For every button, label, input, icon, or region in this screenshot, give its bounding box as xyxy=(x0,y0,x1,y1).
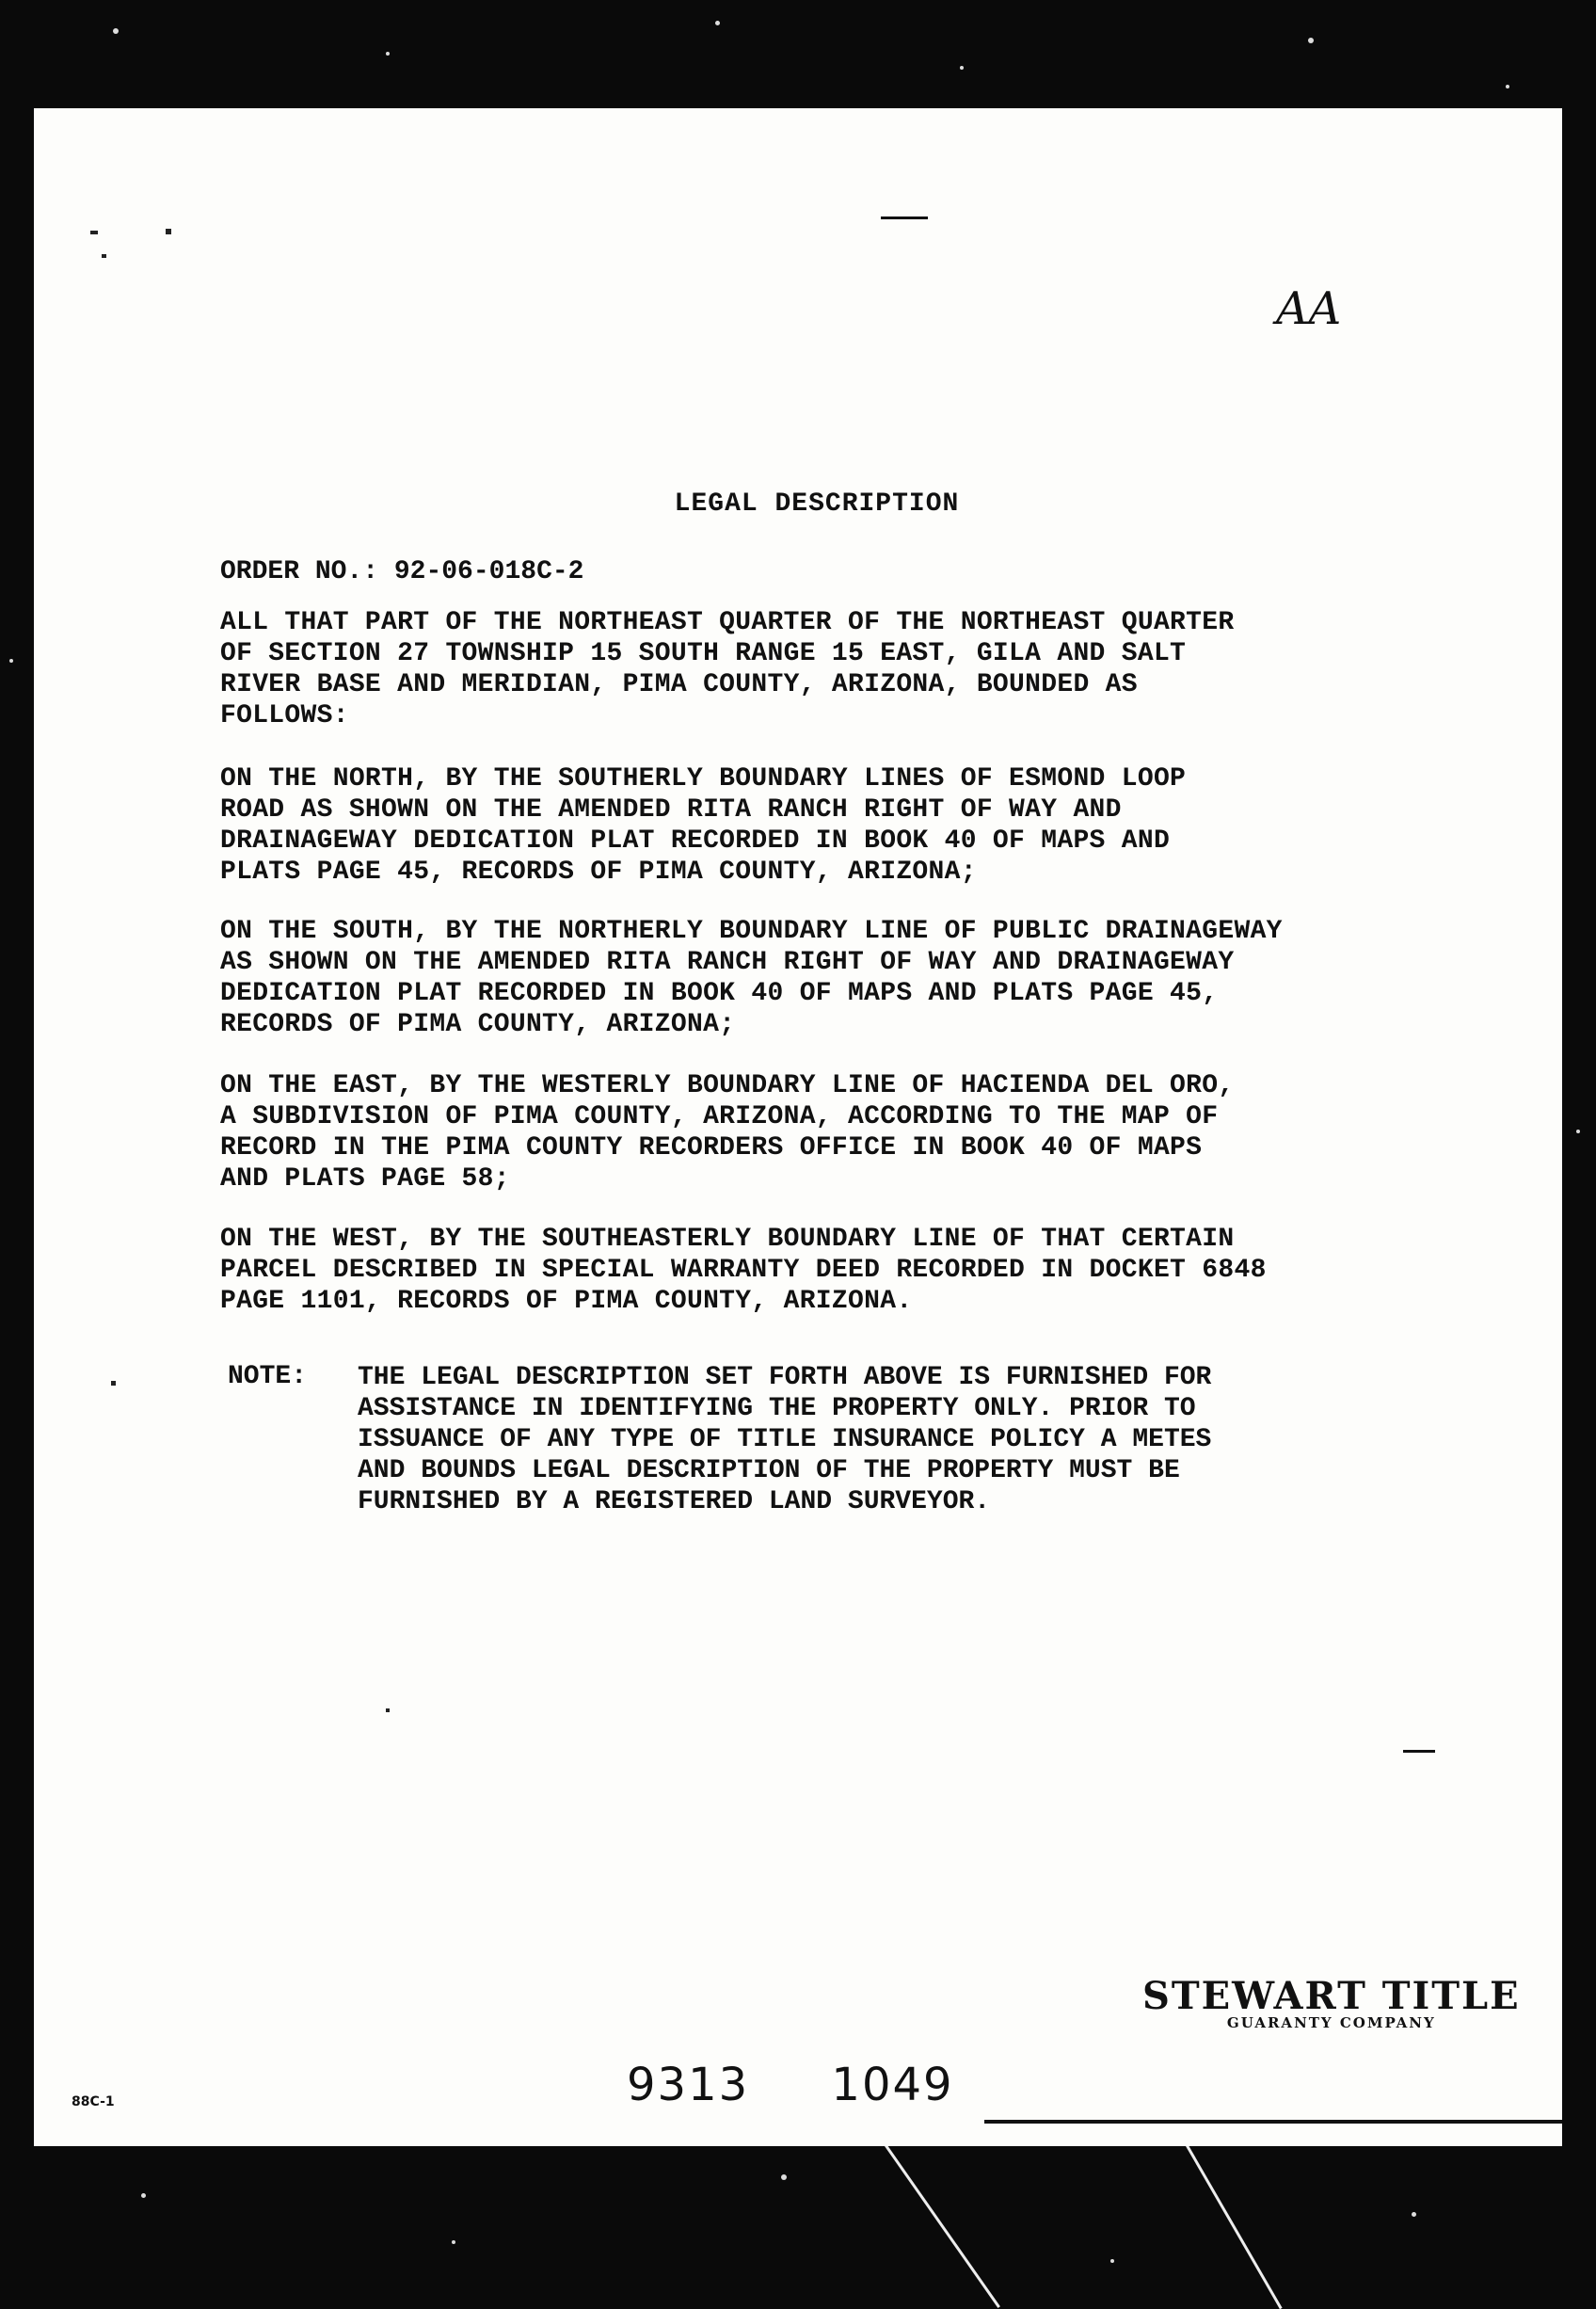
handwritten-mark: AA xyxy=(1276,282,1342,335)
paragraph-south: ON THE SOUTH, BY THE NORTHERLY BOUNDARY LINE OF PUBLIC DRAINAGEWAY AS SHOWN ON THE AMENDED RITA RANCH RIGHT OF WAY AND DRAINAGEWAY DEDICATION PLAT RECORDED IN BOOK 40 OF MAPS AND PLATS PAGE 45, RECORDS OF PIMA COUNTY, ARIZONA; xyxy=(220,917,1283,1039)
company-subtitle: GUARANTY COMPANY xyxy=(1226,2014,1436,2031)
page-numbers xyxy=(627,2059,1020,2111)
order-number: 92-06-018C-2 xyxy=(393,557,584,586)
paragraph-parcel: ALL THAT PART OF THE NORTHEAST QUARTER OF THE NORTHEAST QUARTER OF SECTION 27 TOWNSHIP 15 SOUTH RANGE 15 EAST, GILA AND SALT RIVER BASE AND MERIDIAN, PIMA COUNTY, ARIZONA, BOUNDED AS FOLLOWS: xyxy=(220,608,1235,730)
document-title: LEGAL DESCRIPTION xyxy=(674,489,960,519)
page-number: 1049 xyxy=(831,2059,954,2111)
paragraph-east: ON THE EAST, BY THE WESTERLY BOUNDARY LINE OF HACIENDA DEL ORO, A SUBDIVISION OF PIMA COUNTY, ARIZONA, ACCORDING TO THE MAP OF RECORD IN THE PIMA COUNTY RECORDERS OFFICE IN BOOK 40 OF MAPS AND PLATS PAGE 58; xyxy=(220,1071,1235,1194)
paragraph-north: ON THE NORTH, BY THE SOUTHERLY BOUNDARY LINES OF ESMOND LOOP ROAD AS SHOWN ON THE AMENDED RITA RANCH RIGHT OF WAY AND DRAINAGEWAY DEDICATION PLAT RECORDED IN BOOK 40 OF MAPS AND PLATS PAGE 45, RECORDS OF PIMA COUNTY, ARIZONA; xyxy=(220,764,1187,887)
order-number-line xyxy=(220,557,583,586)
form-code: 88C-1 xyxy=(72,2094,115,2109)
company-logo xyxy=(1142,1974,1521,2031)
note-text: THE LEGAL DESCRIPTION SET FORTH ABOVE IS FURNISHED FOR ASSISTANCE IN IDENTIFYING THE PROPERTY ONLY. PRIOR TO ISSUANCE OF ANY TYPE OF TITLE INSURANCE POLICY A METES AND BOUNDS LEGAL DESCRIPTION OF THE PROPERTY MUST BE FURNISHED BY A REGISTERED LAND SURVEYOR. xyxy=(358,1363,1212,1516)
company-name: STEWART TITLE xyxy=(1142,1974,1521,2018)
order-label: ORDER NO.: xyxy=(220,557,379,586)
note-label: NOTE: xyxy=(228,1362,308,1391)
paragraph-west: ON THE WEST, BY THE SOUTHEASTERLY BOUNDARY LINE OF THAT CERTAIN PARCEL DESCRIBED IN SPECIAL WARRANTY DEED RECORDED IN DOCKET 6848 PAGE 1101, RECORDS OF PIMA COUNTY, ARIZONA. xyxy=(220,1225,1267,1316)
docket-number: 9313 xyxy=(627,2059,750,2111)
document-page xyxy=(34,108,1562,2146)
bottom-rule xyxy=(984,2120,1562,2124)
